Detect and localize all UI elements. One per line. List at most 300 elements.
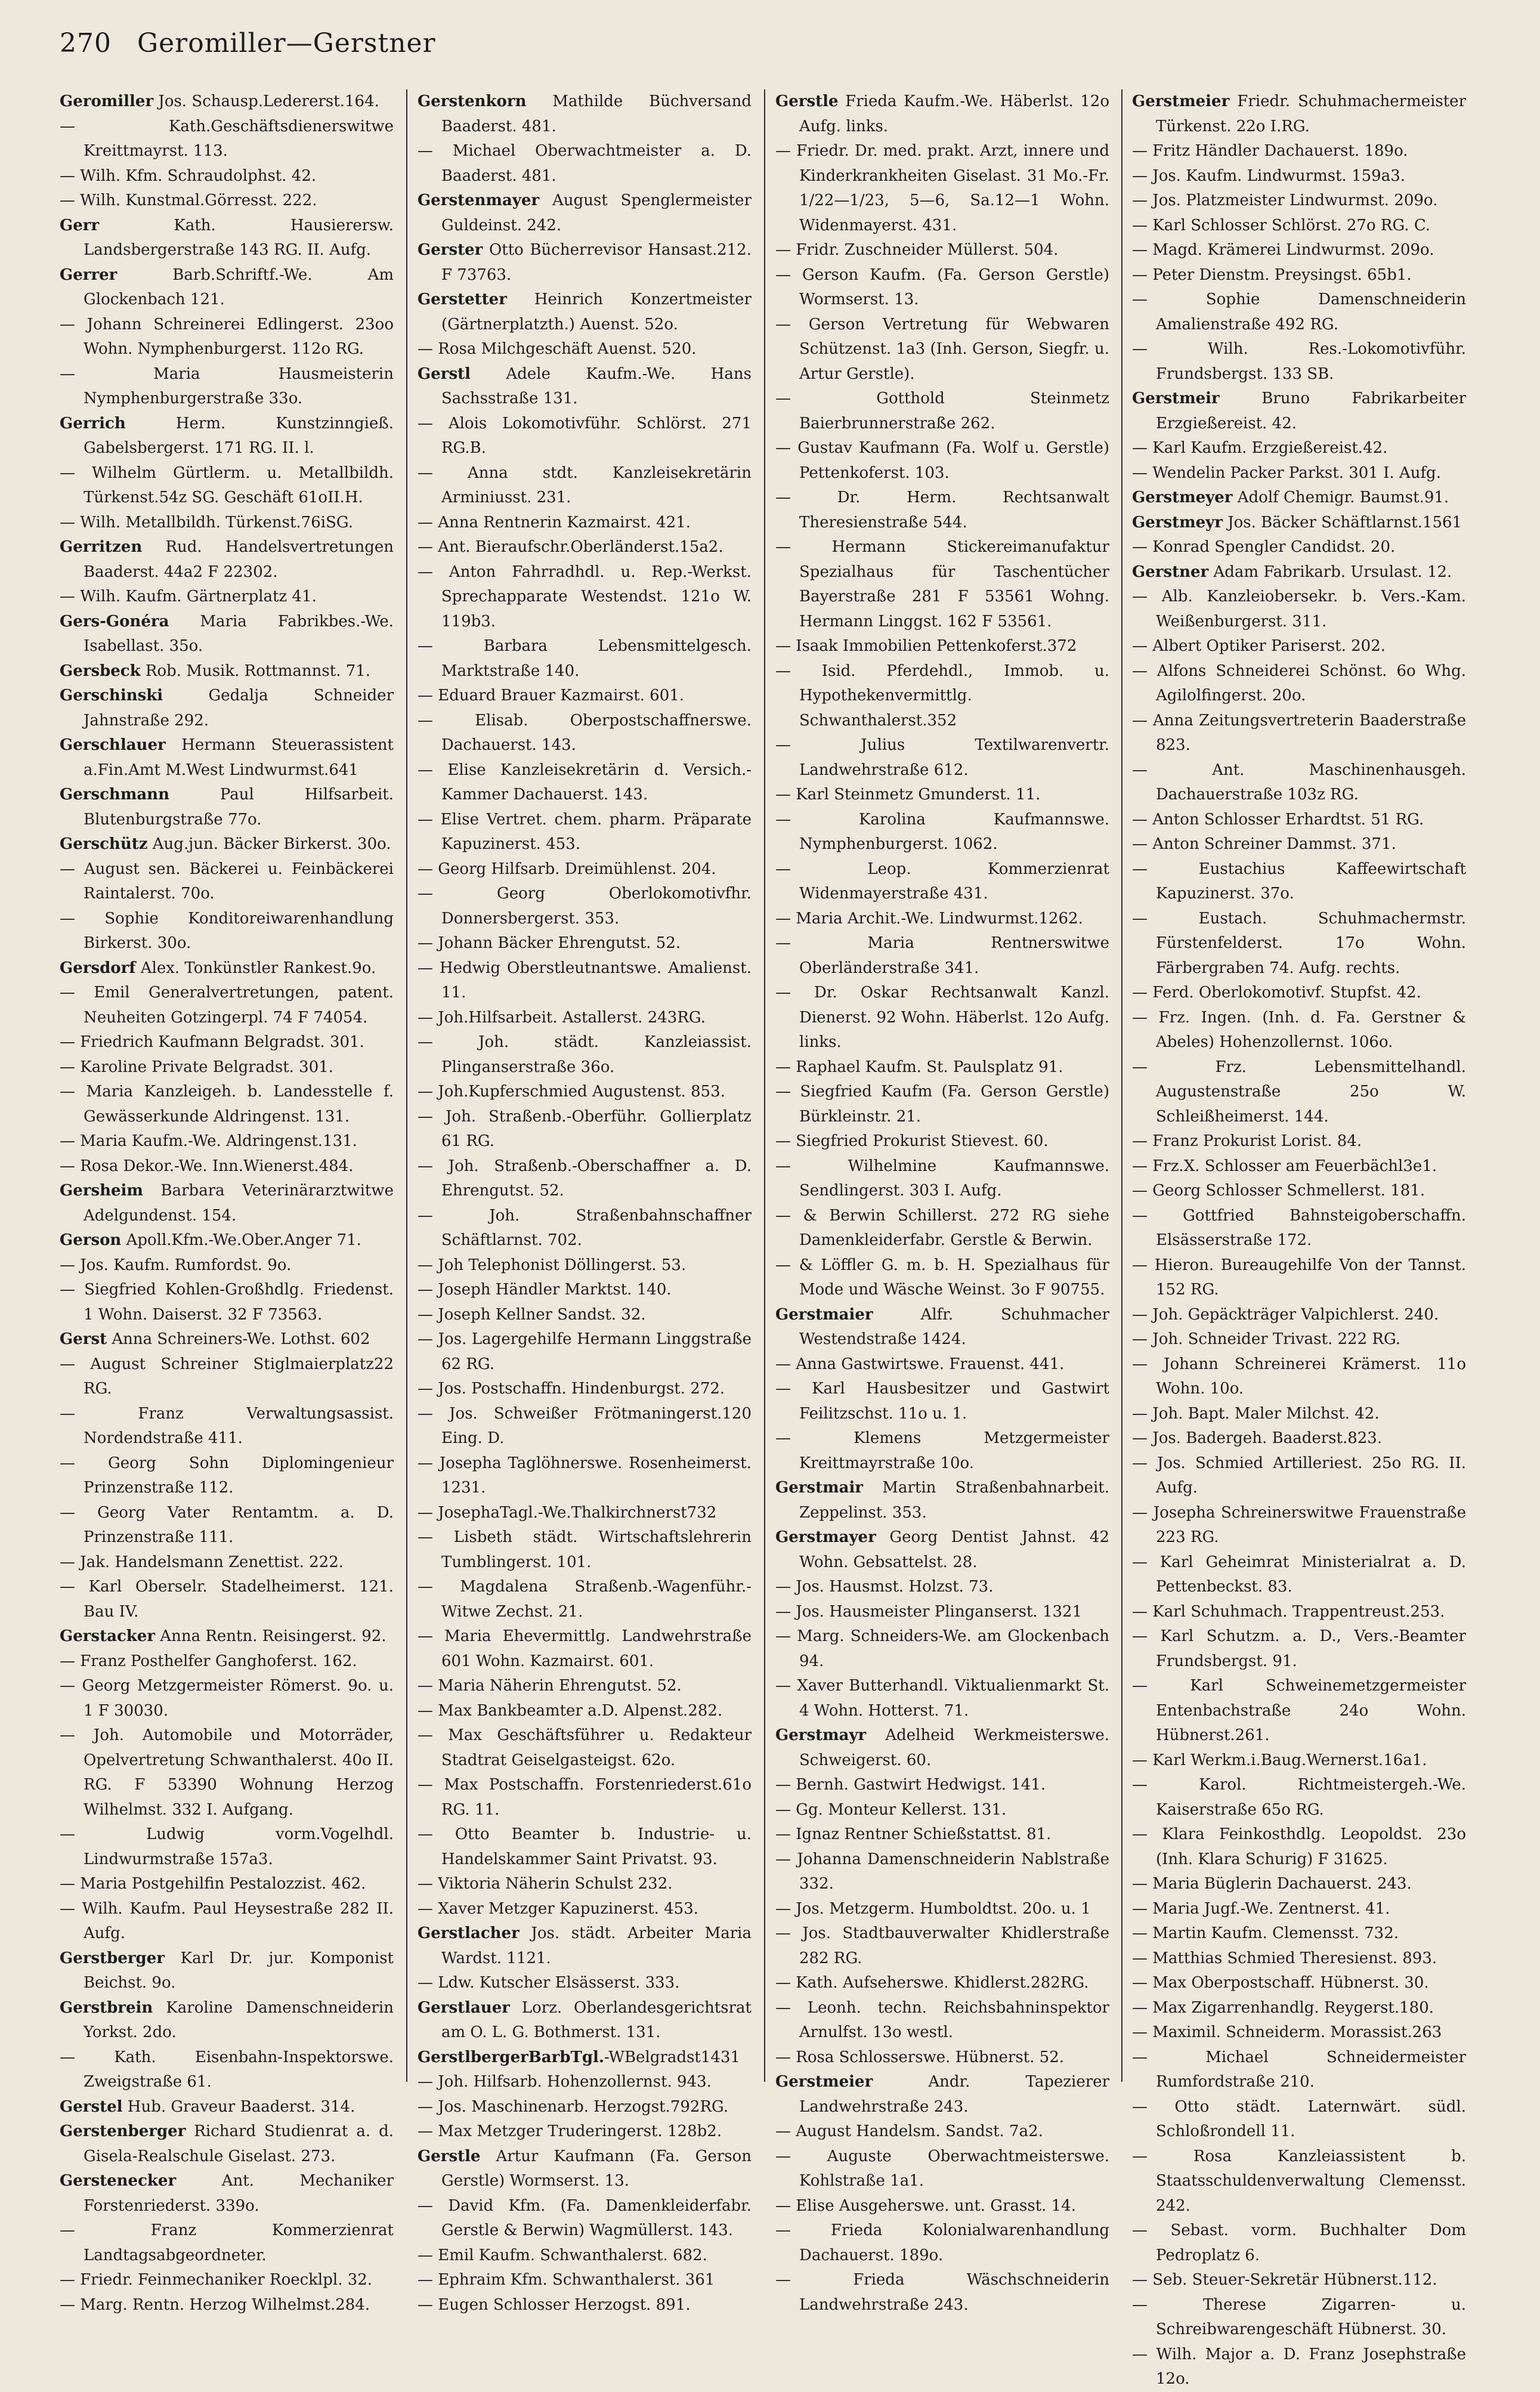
entry-details: — Maria Hausmeisterin Nymphenburgerstraße 33o.: [60, 364, 394, 407]
entry-details: Alfr. Schuhmacher Westendstraße 1424.: [799, 1305, 1109, 1348]
entry-details: — Johann Schreinerei Krämerst. 11o Wohn. 10o.: [1132, 1355, 1466, 1398]
entry-details: — Maria Näherin Ehrengutst. 52.: [418, 1677, 682, 1695]
entry-details: — Sophie Konditoreiwarenhandlung Birkerst. 30o.: [60, 909, 394, 952]
entry-details: — Jak. Handelsmann Zenettist. 222.: [60, 1553, 344, 1571]
entry-details: — Maria Rentnerswitwe Oberländerstraße 341.: [775, 934, 1109, 977]
directory-entry: [775, 1575, 1109, 1600]
directory-entry: [418, 1154, 752, 1204]
entry-surname: Gerstle: [775, 92, 839, 110]
directory-entry: [418, 1080, 752, 1105]
entry-surname: Gersbeck: [60, 662, 141, 680]
entry-details: — Maria Kaufm.-We. Aldringenst.131.: [60, 1132, 357, 1150]
entry-details: Bruno Fabrikarbeiter Erzgießereist. 42.: [1156, 390, 1466, 432]
directory-entry: [1132, 214, 1466, 239]
directory-entry: [418, 139, 752, 188]
directory-entry: [418, 560, 752, 635]
entry-details: — Anna stdt. Kanzleisekretärin Arminiusst. 231.: [418, 463, 752, 506]
directory-entry: [775, 808, 1109, 857]
directory-entry: [418, 1253, 752, 1278]
entry-details: — Therese Zigarren- u. Schreibwarengeschäft Hübnerst. 30.: [1132, 2295, 1466, 2338]
entry-details: August Spenglermeister Guldeinst. 242.: [441, 191, 752, 234]
directory-entry: [1132, 1872, 1466, 1897]
entry-surname: Gerrer: [60, 265, 117, 284]
directory-entry: [60, 263, 394, 313]
directory-entry: [418, 956, 752, 1006]
directory-entry: [1132, 535, 1466, 560]
directory-entry: [60, 115, 394, 164]
directory-entry: [1132, 981, 1466, 1006]
directory-entry: [1132, 188, 1466, 214]
entry-details: — Leop. Kommerzienrat Widenmayerstraße 431.: [775, 860, 1109, 903]
page-header: [60, 23, 436, 64]
entry-details: Richard Studienrat a. d. Gisela-Realschule Giselast. 273.: [84, 2122, 394, 2165]
entry-surname: GerstlbergerBarbTgl.: [418, 2048, 604, 2066]
entry-details: — Johann Bäcker Ehrengutst. 52.: [418, 934, 681, 952]
entry-details: — Georg Schlosser Schmellerst. 181.: [1132, 1182, 1425, 1200]
directory-entry: [775, 1426, 1109, 1476]
directory-entry: [418, 1575, 752, 1624]
directory-entry: [418, 1327, 752, 1377]
entry-details: — Ludwig vorm.Vogelhdl. Lindwurmstraße 157a3.: [60, 1825, 394, 1868]
entry-details: — Kath.Geschäftsdienerswitwe Kreittmayrst. 113.: [60, 117, 394, 160]
directory-entry: [775, 1204, 1109, 1253]
entry-details: — Max Postschaffn. Forstenriederst.61o RG. 11.: [418, 1776, 752, 1819]
entry-surname: Gerstenberger: [60, 2122, 186, 2140]
entry-details: — Joh. Straßenb.-Oberschaffner a. D. Ehrengutst. 52.: [418, 1157, 752, 1200]
entry-details: — Karolina Kaufmannswe. Nymphenburgerst. 1062.: [775, 810, 1109, 853]
directory-entry: [60, 2119, 394, 2169]
entry-details: Rob. Musik. Rottmannst. 71.: [140, 662, 371, 680]
entry-details: — Fridr. Zuschneider Müllerst. 504.: [775, 241, 1059, 259]
entry-details: — Karol. Richtmeistergeh.-We. Kaiserstraße 65o RG.: [1132, 1776, 1466, 1819]
entry-details: — Raphael Kaufm. St. Paulsplatz 91.: [775, 1058, 1063, 1076]
directory-entry: [60, 1253, 394, 1278]
directory-entry: [1132, 1253, 1466, 1303]
directory-entry: [60, 585, 394, 610]
directory-entry: [60, 956, 394, 981]
directory-entry: [418, 1971, 752, 1996]
entry-details: — JosephaTagl.-We.Thalkirchnerst732: [418, 1503, 717, 1522]
entry-details: — Siegfried Kohlen-Großhdlg. Friedenst. 1 Wohn. Daiserst. 32 F 73563.: [60, 1281, 394, 1324]
directory-entry: [60, 1080, 394, 1129]
entry-details: — Franz Verwaltungsassist. Nordendstraße 411.: [60, 1404, 394, 1447]
entry-surname: Gerstberger: [60, 1949, 165, 1967]
entry-details: — Karl Schutzm. a. D., Vers.-Beamter Frundsbergst. 91.: [1132, 1627, 1466, 1670]
directory-entry: [1132, 89, 1466, 139]
directory-entry: [1132, 511, 1466, 536]
directory-column-4: [1132, 89, 1466, 2388]
directory-entry: [1132, 832, 1466, 857]
entry-details: — Gotthold Steinmetz Baierbrunnerstraße 262.: [775, 390, 1109, 432]
directory-entry: [60, 1550, 394, 1575]
directory-entry: [418, 1624, 752, 1674]
directory-entry: [1132, 263, 1466, 288]
directory-entry: [60, 214, 394, 263]
entry-surname: Gerstenmayer: [418, 191, 540, 209]
entry-details: — Jos. Kaufm. Lindwurmst. 159a3.: [1132, 166, 1405, 185]
directory-entry: [60, 610, 394, 659]
directory-entry: [1132, 486, 1466, 511]
directory-entry: [1132, 2268, 1466, 2293]
entry-details: — Karl Steinmetz Gmunderst. 11.: [775, 786, 1041, 803]
entry-details: — Franz Posthelfer Ganghoferst. 162.: [60, 1652, 357, 1670]
directory-entry: [60, 1327, 394, 1352]
directory-entry: [418, 288, 752, 337]
entry-details: — Joh. Hilfsarb. Hohenzollernst. 943.: [418, 2073, 712, 2091]
entry-details: Maria Fabrikbes.-We. Isabellast. 35o.: [84, 612, 394, 655]
directory-entry: [1132, 1154, 1466, 1179]
entry-surname: Gerritzen: [60, 538, 143, 556]
entry-surname: Gerstl: [418, 364, 471, 383]
entry-details: Jos. Schausp.Ledererst.164.: [153, 92, 379, 110]
entry-surname: Gerschütz: [60, 835, 148, 853]
directory-entry: [60, 188, 394, 214]
directory-entry: [418, 2194, 752, 2243]
entry-details: — Anton Schlosser Erhardtst. 51 RG.: [1132, 810, 1424, 829]
directory-entry: [418, 1674, 752, 1699]
entry-surname: Gerstmayr: [775, 1726, 867, 1744]
directory-entry: [1132, 907, 1466, 981]
entry-details: — Eduard Brauer Kazmairst. 601.: [418, 687, 685, 704]
directory-entry: [418, 188, 752, 238]
directory-entry: [418, 1204, 752, 1253]
directory-entry: [775, 1600, 1109, 1625]
entry-details: — Frz. Ingen. (Inh. d. Fa. Gerstner & Abeles) Hohenzollernst. 106o.: [1132, 1008, 1466, 1051]
entry-details: — Karl Werkm.i.Baug.Wernerst.16a1.: [1132, 1751, 1427, 1769]
directory-entry: [775, 2119, 1109, 2144]
directory-entry: [60, 659, 394, 684]
directory-entry: [60, 1723, 394, 1822]
entry-details: — Otto städt. Laternwärt. südl. Schloßrondell 11.: [1132, 2097, 1466, 2140]
directory-entry: [418, 89, 752, 139]
entry-details: — Rosa Schlosserswe. Hübnerst. 52.: [775, 2048, 1064, 2066]
entry-details: Ant. Mechaniker Forstenriederst. 339o.: [84, 2172, 394, 2215]
directory-entry: [1132, 2020, 1466, 2045]
directory-entry: [775, 1525, 1109, 1575]
entry-details: — Anna Gastwirtswe. Frauenst. 441.: [775, 1355, 1065, 1373]
entry-details: — Gottfried Bahnsteigoberschaffn. Elsässerstraße 172.: [1132, 1206, 1466, 1249]
entry-details: — Karl Hausbesitzer und Gastwirt Feilitzschst. 11o u. 1.: [775, 1380, 1109, 1423]
directory-entry: [775, 313, 1109, 387]
entry-details: — Xaver Butterhandl. Viktualienmarkt St. 4 Wohn. Hotterst. 71.: [775, 1677, 1109, 1720]
directory-entry: [775, 1055, 1109, 1080]
entry-details: — Maria Büglerin Dachauerst. 243.: [1132, 1875, 1412, 1893]
entry-details: — Johanna Damenschneiderin Nablstraße 332.: [775, 1850, 1109, 1893]
entry-details: — Fritz Händler Dachauerst. 189o.: [1132, 142, 1408, 160]
entry-details: — Jos. Lagergehilfe Hermann Linggstraße 62 RG.: [418, 1330, 752, 1373]
directory-entry: [775, 2194, 1109, 2219]
entry-details: — Kath. Eisenbahn-Inspektorswe. Zweigstraße 61.: [60, 2048, 394, 2091]
directory-entry: [775, 238, 1109, 263]
entry-details: — Wilh. Major a. D. Franz Josephstraße 12o.: [1132, 2345, 1466, 2388]
directory-entry: [60, 783, 394, 832]
directory-entry: [60, 832, 394, 857]
directory-entry: [775, 857, 1109, 907]
directory-entry: [418, 1773, 752, 1822]
entry-surname: Gerstlauer: [418, 1998, 510, 2017]
directory-entry: [775, 2144, 1109, 2194]
directory-entry: [60, 535, 394, 585]
entry-details: — Joh. Automobile und Motorräder, Opelvertretung Schwanthalerst. 40o II. RG. F 53390 Wohnung Herzog Wilhelmst. 332 I. Aufgang.: [60, 1726, 394, 1819]
directory-column-1: [60, 89, 394, 2314]
entry-details: — Frz.X. Schlosser am Feuerbächl3e1.: [1132, 1157, 1437, 1175]
directory-entry: [418, 461, 752, 511]
entry-details: — Friedr. Dr. med. prakt. Arzt, innere und Kinderkrankheiten Giselast. 31 Mo.-Fr. 1/22—1/23, 5—6, Sa.12—1 Wohn. Widenmayerst. 431.: [775, 142, 1109, 234]
directory-entry: [418, 1402, 752, 1451]
entry-details: — Elisab. Oberpostschaffnerswe. Dachauerst. 143.: [418, 711, 752, 754]
directory-entry: [60, 733, 394, 783]
entry-details: — Anton Schreiner Dammst. 371.: [1132, 835, 1396, 853]
entry-surname: Gerstetter: [418, 290, 507, 308]
directory-entry: [60, 857, 394, 907]
directory-entry: [775, 1723, 1109, 1773]
directory-entry: [1132, 1773, 1466, 1822]
directory-entry: [775, 931, 1109, 981]
entry-details: — Siegfried Kaufm (Fa. Gerson Gerstle) Bürkleinstr. 21.: [775, 1083, 1109, 1126]
entry-details: — Joh. Straßenb.-Oberführ. Gollierplatz 61 RG.: [418, 1107, 752, 1150]
entry-surname: Gerstner: [1132, 563, 1209, 581]
directory-entry: [60, 164, 394, 189]
entry-details: -WBelgradst1431: [604, 2048, 741, 2066]
page-number: 270: [60, 28, 112, 58]
directory-entry: [1132, 1674, 1466, 1748]
directory-entry: [1132, 1748, 1466, 1773]
directory-entry: [418, 238, 752, 288]
directory-entry: [1132, 1352, 1466, 1402]
entry-details: — Franz Prokurist Lorist. 84.: [1132, 1132, 1362, 1150]
directory-entry: [775, 263, 1109, 313]
entry-details: Mathilde Büchversand Baaderst. 481.: [441, 92, 752, 135]
entry-details: — Wilhelm Gürtlerm. u. Metallbildh. Türkenst.54z SG. Geschäft 61oII.H.: [60, 463, 394, 506]
entry-details: — Julius Textilwarenvertr. Landwehrstraße 612.: [775, 736, 1109, 779]
entry-details: — Jos. Badergeh. Baaderst.823.: [1132, 1429, 1383, 1447]
directory-entry: [418, 1872, 752, 1897]
directory-entry: [1132, 1179, 1466, 1204]
directory-entry: [418, 2119, 752, 2144]
directory-entry: [1132, 1897, 1466, 1922]
entry-surname: Gerschmann: [60, 786, 169, 803]
entry-details: — & Löffler G. m. b. H. Spezialhaus für Mode und Wäsche Weinst. 3o F 90755.: [775, 1256, 1109, 1299]
directory-entry: [418, 1451, 752, 1501]
entry-details: Georg Dentist Jahnst. 42 Wohn. Gebsattelst. 28.: [799, 1528, 1109, 1571]
entry-details: — Ant. Bieraufschr.Oberländerst.15a2.: [418, 538, 723, 556]
entry-details: Kath. Hausierersw. Landsbergerstraße 143 RG. II. Aufg.: [84, 216, 394, 259]
directory-entry: [1132, 2095, 1466, 2144]
directory-entry: [1132, 2218, 1466, 2268]
entry-details: — Wilh. Res.-Lokomotivführ. Frundsbergst. 133 SB.: [1132, 340, 1466, 383]
directory-entry: [60, 1352, 394, 1402]
directory-entry: [775, 1822, 1109, 1847]
entry-details: — Emil Generalvertretungen, patent. Neuheiten Gotzingerpl. 74 F 74054.: [60, 984, 394, 1027]
entry-details: Hermann Steuerassistent a.Fin.Amt M.West Lindwurmst.641: [84, 736, 394, 779]
directory-entry: [60, 1451, 394, 1501]
directory-entry: [1132, 1624, 1466, 1674]
directory-entry: [418, 1501, 752, 1526]
entry-details: — Auguste Oberwachtmeisterswe. Kohlstraße 1a1.: [775, 2147, 1109, 2190]
entry-details: — Sebast. vorm. Buchhalter Dom Pedroplatz 6.: [1132, 2221, 1466, 2264]
directory-entry: [1132, 1822, 1466, 1872]
entry-details: Alex. Tonkünstler Rankest.9o.: [135, 959, 376, 977]
entry-details: — Hermann Stickereimanufaktur Spezialhaus für Taschentücher Bayerstraße 281 F 53561 Wohng. Hermann Linggst. 162 F 53561.: [775, 538, 1109, 631]
entry-details: Anna Rentn. Reisingerst. 92.: [155, 1627, 386, 1645]
directory-entry: [1132, 1971, 1466, 1996]
directory-entry: [60, 907, 394, 956]
entry-details: — Ldw. Kutscher Elsässerst. 333.: [418, 1974, 680, 1992]
directory-entry: [1132, 164, 1466, 189]
directory-entry: [775, 2218, 1109, 2268]
entry-details: — Leonh. techn. Reichsbahninspektor Arnulfst. 13o westl.: [775, 1998, 1109, 2041]
entry-details: Aug.jun. Bäcker Birkerst. 30o.: [147, 835, 391, 853]
entry-details: — Gerson Kaufm. (Fa. Gerson Gerstle) Wormserst. 13.: [775, 265, 1109, 308]
entry-surname: Gerstmair: [775, 1479, 864, 1497]
directory-entry: [775, 1377, 1109, 1426]
entry-surname: Gers-Gonéra: [60, 612, 169, 631]
entry-details: — Siegfried Prokurist Stievest. 60.: [775, 1132, 1049, 1150]
entry-details: — Maria Postgehilfin Pestalozzist. 462.: [60, 1875, 366, 1893]
entry-details: — Otto Beamter b. Industrie- u. Handelskammer Saint Privatst. 93.: [418, 1825, 752, 1868]
entry-details: — Ignaz Rentner Schießstattst. 81.: [775, 1825, 1052, 1843]
entry-details: — Barbara Lebensmittelgesch. Marktstraße 140.: [418, 637, 752, 680]
directory-column-3: [775, 89, 1109, 2314]
directory-entry: [60, 2293, 394, 2318]
entry-details: — Jos. Metzgerm. Humboldtst. 20o. u. 1: [775, 1899, 1091, 1918]
directory-entry: [775, 1352, 1109, 1377]
directory-entry: [418, 634, 752, 684]
entry-details: — Wilh. Kaufm. Gärtnerplatz 41.: [60, 588, 317, 605]
directory-entry: [1132, 387, 1466, 436]
entry-details: — Frieda Kolonialwarenhandlung Dachauerst. 189o.: [775, 2221, 1109, 2264]
directory-entry: [418, 1699, 752, 1724]
entry-details: — Wilh. Kaufm. Paul Heysestraße 282 II. Aufg.: [60, 1899, 394, 1942]
directory-entry: [1132, 659, 1466, 709]
entry-details: — Klara Feinkosthdlg. Leopoldst. 23o (Inh. Klara Schurig) F 31625.: [1132, 1825, 1466, 1868]
entry-details: — Anna Rentnerin Kazmairst. 421.: [418, 513, 691, 531]
entry-details: — Albert Optiker Pariserst. 202.: [1132, 637, 1386, 655]
directory-entry: [1132, 238, 1466, 263]
directory-entry: [418, 362, 752, 412]
entry-details: — Kath. Aufseherswe. Khidlerst.282RG.: [775, 1974, 1089, 1992]
directory-entry: [418, 511, 752, 536]
entry-details: — Jos. Postschaffn. Hindenburgst. 272.: [418, 1380, 725, 1398]
column-divider: [1121, 89, 1122, 2082]
entry-details: — Michael Oberwachtmeister a. D. Baaderst. 481.: [418, 142, 752, 185]
entry-surname: Gerst: [60, 1330, 107, 1348]
entry-details: — Karl Kaufm. Erzgießereist.42.: [1132, 439, 1388, 457]
entry-details: — Rosa Kanzleiassistent b. Staatsschuldenverwaltung Clemensst. 242.: [1132, 2147, 1466, 2215]
entry-details: — Jos. Hausmst. Holzst. 73.: [775, 1578, 994, 1596]
entry-details: Frieda Kaufm.-We. Häberlst. 12o Aufg. links.: [799, 92, 1109, 135]
entry-details: — Karoline Private Belgradst. 301.: [60, 1058, 334, 1076]
entry-details: — Karl Oberselr. Stadelheimerst. 121. Bau IV.: [60, 1578, 394, 1621]
entry-surname: Gerr: [60, 216, 100, 234]
entry-surname: Gerschlauer: [60, 736, 166, 754]
entry-details: — Joh. Bapt. Maler Milchst. 42.: [1132, 1404, 1380, 1423]
entry-details: — Ant. Maschinenhausgeh. Dachauerstraße 103z RG.: [1132, 761, 1466, 803]
directory-entry: [1132, 2144, 1466, 2219]
entry-details: — Eustach. Schuhmachermstr. Fürstenfelderst. 17o Wohn. Färbergraben 74. Aufg. rechts.: [1132, 909, 1466, 977]
directory-entry: [60, 1996, 394, 2045]
directory-entry: [60, 1822, 394, 1872]
directory-entry: [418, 1006, 752, 1031]
entry-details: — Michael Schneidermeister Rumfordstraße 210.: [1132, 2048, 1466, 2091]
directory-entry: [1132, 337, 1466, 387]
column-divider: [764, 89, 765, 2082]
entry-details: — Xaver Metzger Kapuzinerst. 453.: [418, 1899, 699, 1918]
entry-details: — Joh Telephonist Döllingerst. 53.: [418, 1256, 686, 1274]
entry-surname: Gerstenkorn: [418, 92, 527, 110]
entry-details: Hub. Graveur Baaderst. 314.: [122, 2097, 355, 2116]
entry-details: — Rosa Milchgeschäft Auenst. 520.: [418, 340, 697, 358]
entry-surname: Gerstle: [418, 2147, 481, 2165]
directory-entry: [775, 907, 1109, 932]
directory-entry: [775, 634, 1109, 659]
directory-entry: [1132, 1550, 1466, 1600]
directory-entry: [1132, 461, 1466, 486]
entry-details: Barbara Veterinärarztwitwe Adelgundenst. 154.: [84, 1182, 394, 1225]
directory-entry: [1132, 1996, 1466, 2021]
directory-entry: [1132, 288, 1466, 337]
directory-entry: [1132, 709, 1466, 758]
entry-details: — Joseph Händler Marktst. 140.: [418, 1281, 672, 1299]
directory-entry: [1132, 857, 1466, 907]
entry-details: — Karl Schuhmach. Trappentreust.253.: [1132, 1602, 1445, 1621]
directory-entry: [60, 1402, 394, 1451]
entry-details: Paul Hilfsarbeit. Blutenburgstraße 77o.: [84, 786, 394, 829]
directory-entry: [775, 733, 1109, 783]
entry-surname: Gersdorf: [60, 959, 136, 977]
entry-details: — Marg. Rentn. Herzog Wilhelmst.284.: [60, 2295, 370, 2314]
directory-entry: [418, 1303, 752, 1328]
directory-entry: [418, 1105, 752, 1154]
directory-entry: [1132, 808, 1466, 833]
entry-details: — August sen. Bäckerei u. Feinbäckerei Raintalerst. 70o.: [60, 860, 394, 903]
directory-entry: [418, 857, 752, 882]
entry-details: — Karl Schlosser Schlörst. 27o RG. C.: [1132, 216, 1431, 234]
entry-details: — Jos. Schmied Artilleriest. 25o RG. II. Aufg.: [1132, 1454, 1466, 1497]
directory-entry: [1132, 1129, 1466, 1154]
directory-entry: [775, 783, 1109, 808]
entry-details: — Maria Ehevermittlg. Landwehrstraße 601 Wohn. Kazmairst. 601.: [418, 1627, 752, 1670]
directory-entry: [775, 1847, 1109, 1897]
entry-details: — Joh. Schneider Trivast. 222 RG.: [1132, 1330, 1401, 1348]
entry-details: — Wilhelmine Kaufmannswe. Sendlingerst. 303 I. Aufg.: [775, 1157, 1109, 1200]
directory-column-2: [418, 89, 752, 2314]
entry-details: Heinrich Konzertmeister (Gärtnerplatzth.) Auenst. 52o.: [441, 290, 752, 333]
directory-entry: [418, 758, 752, 808]
entry-details: — Karl Geheimrat Ministerialrat a. D. Pettenbeckst. 83.: [1132, 1553, 1466, 1596]
directory-entry: [775, 387, 1109, 436]
directory-entry: [1132, 1600, 1466, 1625]
entry-details: — Wendelin Packer Parkst. 301 I. Aufg.: [1132, 463, 1441, 482]
running-title: Geromiller—Gerstner: [137, 28, 436, 58]
directory-entry: [775, 1798, 1109, 1823]
entry-details: — Magd. Krämerei Lindwurmst. 209o.: [1132, 241, 1434, 259]
entry-details: Herm. Kunstzinngieß. Gabelsbergerst. 171 RG. II. l.: [84, 414, 394, 457]
entry-details: — Max Oberpostschaff. Hübnerst. 30.: [1132, 1974, 1429, 1992]
directory-entry: [60, 1946, 394, 1996]
directory-entry: [1132, 1402, 1466, 1427]
entry-surname: Gersheim: [60, 1182, 143, 1200]
entry-details: Jos. Bäcker Schäftlarnst.1561: [1222, 513, 1462, 531]
entry-details: Adolf Chemigr. Baumst.91.: [1232, 489, 1449, 506]
directory-entry: [60, 981, 394, 1030]
directory-entry: [60, 2045, 394, 2095]
entry-surname: Gerstacker: [60, 1627, 156, 1645]
directory-entry: [775, 1996, 1109, 2045]
entry-details: — Maximil. Schneiderm. Morassist.263: [1132, 2023, 1442, 2041]
entry-details: Andr. Tapezierer Landwehrstraße 243.: [799, 2073, 1109, 2116]
directory-entry: [775, 1674, 1109, 1723]
